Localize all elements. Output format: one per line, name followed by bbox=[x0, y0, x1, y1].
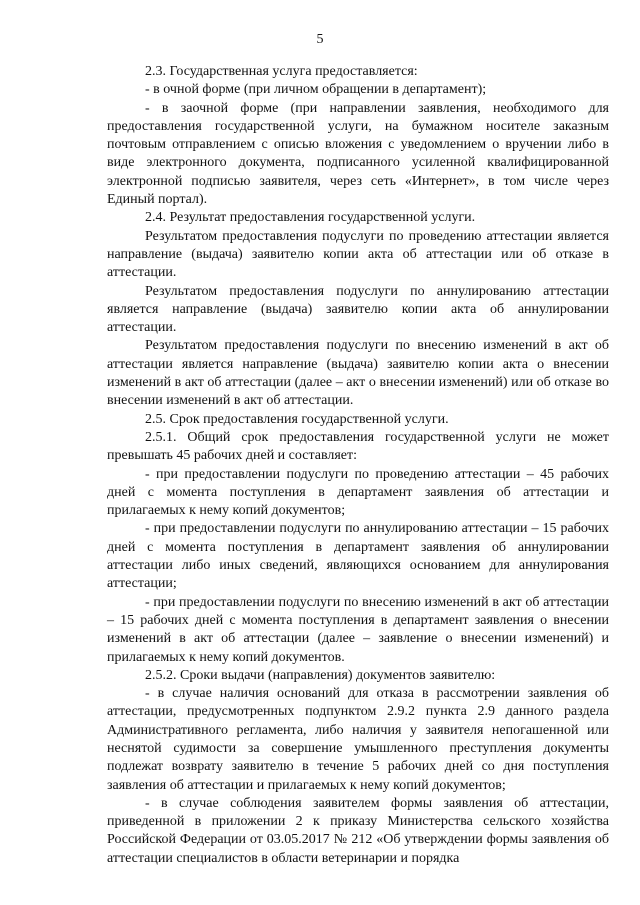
paragraph-result-attestation: Результатом предоставления подуслуги по проведению аттестации является направление (выдача) заявителю копии акта об аттестации или об отказе в аттестации. bbox=[107, 228, 609, 281]
paragraph-term-amendment: - при предоставлении подуслуги по внесению изменений в акт об аттестации – 15 рабочих дней с момента поступления в департамент заявления о внесении изменений в акт об аттестации (далее – заявление о внесении изменений) и прилагаемых к нему копий документов. bbox=[107, 594, 609, 665]
paragraph-result-annulment: Результатом предоставления подуслуги по аннулированию аттестации является направление (выдача) заявителю копии акта об аннулировании аттестации. bbox=[107, 283, 609, 336]
paragraph-2-5: 2.5. Срок предоставления государственной услуги. bbox=[145, 411, 449, 427]
paragraph-2-4: 2.4. Результат предоставления государственной услуги. bbox=[145, 210, 476, 226]
paragraph-2-5-2: 2.5.2. Сроки выдачи (направления) документов заявителю: bbox=[145, 667, 496, 683]
document-body bbox=[107, 63, 609, 868]
paragraph-refusal-case: - в случае наличия оснований для отказа в рассмотрении заявления об аттестации, предусмотренных подпунктом 2.9.2 пункта 2.9 данного раздела Административного регламента, либо наличия у заявителя непогашенной или неснятой судимости за совершение умышленного преступления документы подлежат возврату заявителю в течение 5 рабочих дней со дня поступления заявления об аттестации и прилагаемых к нему копий документов; bbox=[107, 686, 609, 793]
paragraph-term-annulment: - при предоставлении подуслуги по аннулированию аттестации – 15 рабочих дней с момента поступления в департамент заявления об аннулировании аттестации либо иных сведений, являющихся основанием для аннулирования аттестации; bbox=[107, 521, 609, 592]
paragraph-2-5-1: 2.5.1. Общий срок предоставления государственной услуги не может превышать 45 рабочих дней и составляет: bbox=[107, 429, 609, 464]
paragraph-form-compliance-case: - в случае соблюдения заявителем формы заявления об аттестации, приведенной в приложении 2 к приказу Министерства сельского хозяйства Российской Федерации от 03.05.2017 № 212 «Об утверждении формы заявления об аттестации специалистов в области ветеринарии и порядка bbox=[107, 795, 609, 866]
paragraph-in-person-form: - в очной форме (при личном обращении в департамент); bbox=[145, 82, 487, 98]
paragraph-term-attestation: - при предоставлении подуслуги по проведению аттестации – 45 рабочих дней с момента поступления в департамент заявления об аттестации и прилагаемых к нему копий документов; bbox=[107, 466, 609, 519]
paragraph-result-amendment: Результатом предоставления подуслуги по внесению изменений в акт об аттестации является направление (выдача) заявителю копии акта о внесении изменений в акт об аттестации (далее – акт о внесении изменений) или об отказе во внесении изменений в акт об аттестации. bbox=[107, 338, 609, 409]
page-number: 5 bbox=[316, 32, 324, 47]
paragraph-remote-form: - в заочной форме (при направлении заявления, необходимого для предоставления государственной услуги, на бумажном носителе заказным почтовым отправлением с описью вложения с уведомлением о вручении либо в виде электронного документа, подписанного усиленной квалифицированной электронной подписью заявителя, через сеть «Интернет», в том числе через Единый портал). bbox=[107, 100, 609, 208]
paragraph-2-3: 2.3. Государственная услуга предоставляется: bbox=[145, 64, 418, 79]
